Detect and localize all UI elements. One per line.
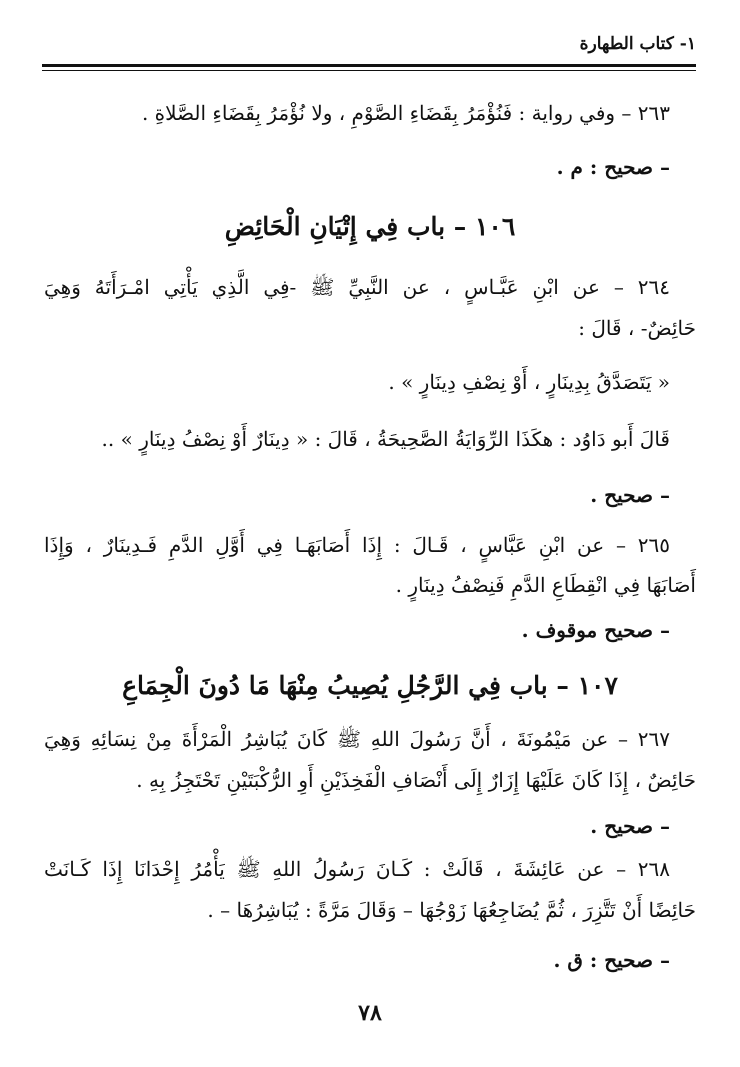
hadith-263-grade: – صحيح : م .	[556, 155, 670, 179]
hadith-268-grade: – صحيح : ق .	[553, 948, 670, 972]
hadith-264-grade: – صحيح .	[590, 483, 670, 507]
hadith-268-line-2: حَائِضًا أَنْ تَتَّزِرَ ، ثُمَّ يُضَاجِعُهَا زَوْجُهَا – وَقَالَ مَرَّةً : يُبَاشِرُهَا – .	[207, 898, 696, 922]
hadith-264-line-2: حَائِضٌ- ، قَالَ :	[578, 316, 696, 340]
hadith-265-line-2: أَصَابَهَا فِي انْقِطَاعِ الدَّمِ فَنِصْفُ دِينَارٍ .	[395, 573, 696, 597]
hadith-265-grade: – صحيح موقوف .	[521, 618, 670, 642]
chapter-106-title: ١٠٦ – باب فِي إِتْيَانِ الْحَائِضِ	[224, 212, 516, 241]
header-rule-thin	[42, 70, 696, 71]
abu-dawud-note: قَالَ أَبو دَاوُد : هكَذَا الرِّوَايَةُ الصَّحِيحَةُ ، قَالَ : « دِينَارٌ أَوْ نِصْفُ دِينَارٍ » ..	[101, 427, 670, 451]
chapter-107-title: ١٠٧ – باب فِي الرَّجُلِ يُصِيبُ مِنْهَا مَا دُونَ الْجِمَاعِ	[122, 671, 618, 700]
hadith-267-grade: – صحيح .	[590, 814, 670, 838]
page-number: ٧٨	[358, 1000, 382, 1026]
hadith-264-quote: « يَتَصَدَّقُ بِدِينَارٍ ، أَوْ نِصْفِ دِينَارٍ » .	[388, 370, 670, 394]
hadith-264-line-1: ٢٦٤ – عن ابْنِ عَبَّـاسٍ ، عن النَّبِيِّ ﷺ -فِي الَّذِي يَأْتِي امْـرَأَتَهُ وَهِيَ	[44, 275, 670, 299]
header-rule-thick	[42, 64, 696, 67]
hadith-267-line-2: حَائِضٌ ، إِذَا كَانَ عَلَيْهَا إِزَارٌ إِلَى أَنْصَافِ الْفَخِذَيْنِ أَوِ الرُّكْبَتَيْنِ تَحْتَجِزُ بِهِ .	[136, 768, 696, 792]
hadith-263: ٢٦٣ – وفي رواية : فَنُؤْمَرُ بِقَضَاءِ الصَّوْمِ ، ولا نُؤْمَرُ بِقَضَاءِ الصَّلاةِ .	[141, 101, 670, 125]
hadith-268-line-1: ٢٦٨ – عن عَائِشَةَ ، قَالَتْ : كَـانَ رَسُولُ اللهِ ﷺ يَأْمُرُ إِحْدَانَا إِذَا كَـانَتْ	[44, 857, 670, 881]
hadith-265-line-1: ٢٦٥ – عن ابْنِ عَبَّاسٍ ، قَـالَ : إِذَا أَصَابَهَـا فِي أَوَّلِ الدَّمِ فَـدِينَارٌ ، وَإِذَا	[44, 533, 670, 557]
running-header: ١- كتاب الطهارة	[579, 34, 696, 54]
hadith-267-line-1: ٢٦٧ – عن مَيْمُونَةَ ، أَنَّ رَسُولَ اللهِ ﷺ كَانَ يُبَاشِرُ الْمَرْأَةَ مِنْ نِسَائِهِ وَهِيَ	[44, 727, 670, 751]
